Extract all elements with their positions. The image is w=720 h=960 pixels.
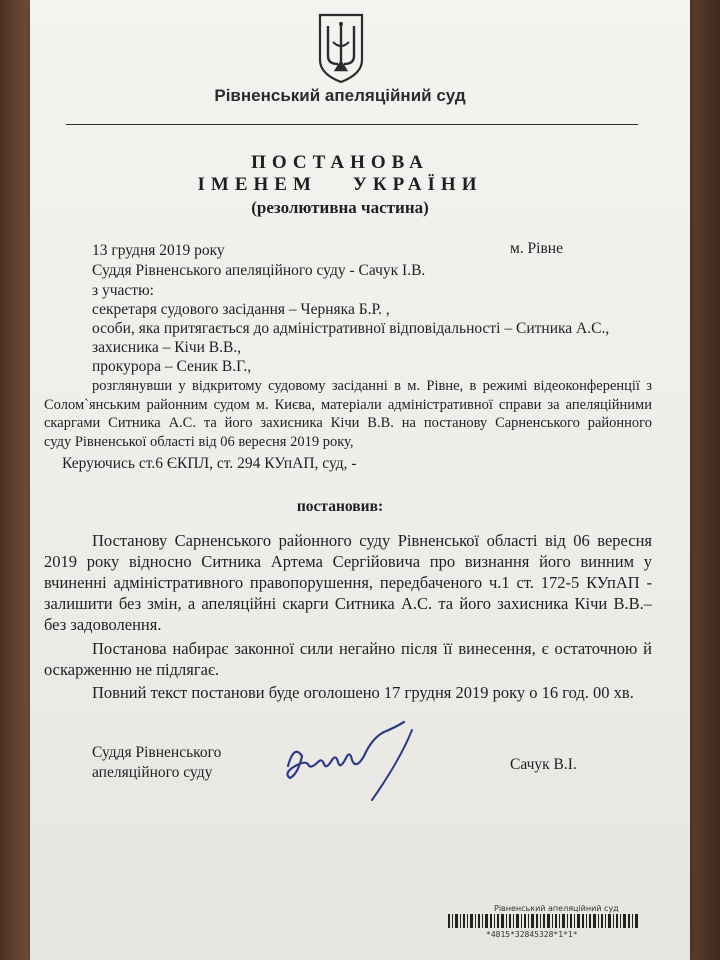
document-title: ПОСТАНОВА: [251, 152, 429, 173]
judge-name: Сачук В.І.: [510, 756, 577, 773]
considered-line: розглянувши у відкритому судовому засіданні в м. Рівне, в режимі відеоконференції з: [92, 378, 652, 394]
document-date: 13 грудня 2019 року: [92, 242, 225, 259]
defender-line: захисника – Кічи В.В.,: [92, 339, 242, 356]
barcode-number: *4815*32845328*1*1*: [486, 930, 578, 939]
signature-role-line-2: апеляційного суду: [92, 764, 213, 781]
document-subtitle: [30, 174, 650, 196]
document-page: [30, 0, 690, 960]
decision-line-5: без задоволення.: [44, 615, 162, 634]
barcode-label: Рівненський апеляційний суд: [494, 904, 619, 913]
decision-line-4: залишити без змін, а апеляційні скарги Ситника А.С. та його захисника Кічи В.В.–: [44, 594, 652, 613]
effect-line-1: Постанова набирає законної сили негайно після її винесення, є остаточною й: [92, 639, 652, 658]
participants-intro: з участю:: [92, 282, 154, 299]
trident-emblem-icon: [316, 12, 366, 84]
subtitle-right: УКРАЇНИ: [352, 174, 483, 195]
document-part: (резолютивна частина): [251, 198, 429, 217]
secretary-line: секретаря судового засідання – Черняка Б.Р. ,: [92, 301, 390, 318]
considered-line-2: Солом`янським районним судом м. Києва, матеріали адміністративної справи за апеляційними: [44, 397, 652, 413]
document-place: м. Рівне: [510, 240, 563, 257]
governed-by-line: Керуючись ст.6 ЄКПЛ, ст. 294 КУпАП, суд, -: [62, 455, 357, 472]
considered-line-3: скаргами Ситника А.С. та його захисника Кічи В.В. на постанову Сарненського районного: [44, 415, 652, 431]
decision-line-3: вчиненні адміністративного правопорушення, передбаченого ч.1 ст. 172-5 КУпАП -: [44, 573, 652, 592]
barcode-icon: [448, 914, 638, 928]
judge-line: Суддя Рівненського апеляційного суду - Сачук І.В.: [92, 262, 426, 279]
decision-heading: постановив:: [296, 498, 384, 515]
handwritten-signature: [280, 716, 460, 806]
prosecutor-line: прокурора – Сеник В.Г.,: [92, 358, 252, 375]
defendant-line: особи, яка притягається до адміністративної відповідальності – Ситника А.С.,: [92, 320, 610, 337]
signature-role-line-1: Суддя Рівненського: [92, 744, 222, 761]
effect-line-2: оскарженню не підлягає.: [44, 660, 220, 679]
court-name: Рівненський апеляційний суд: [214, 86, 466, 105]
decision-line-1: Постанову Сарненського районного суду Рівненської області від 06 вересня: [92, 531, 652, 550]
decision-line-2: 2019 року відносно Ситника Артема Сергійовича про визнання його винним у: [44, 552, 652, 571]
full-text-announcement: Повний текст постанови буде оголошено 17 грудня 2019 року о 16 год. 00 хв.: [92, 683, 634, 702]
header-divider: [66, 124, 638, 125]
desk-background-right: [690, 0, 720, 960]
subtitle-left: ІМЕНЕМ: [197, 174, 317, 195]
considered-line-4: суду Рівненської області від 06 вересня 2019 року,: [44, 434, 354, 450]
